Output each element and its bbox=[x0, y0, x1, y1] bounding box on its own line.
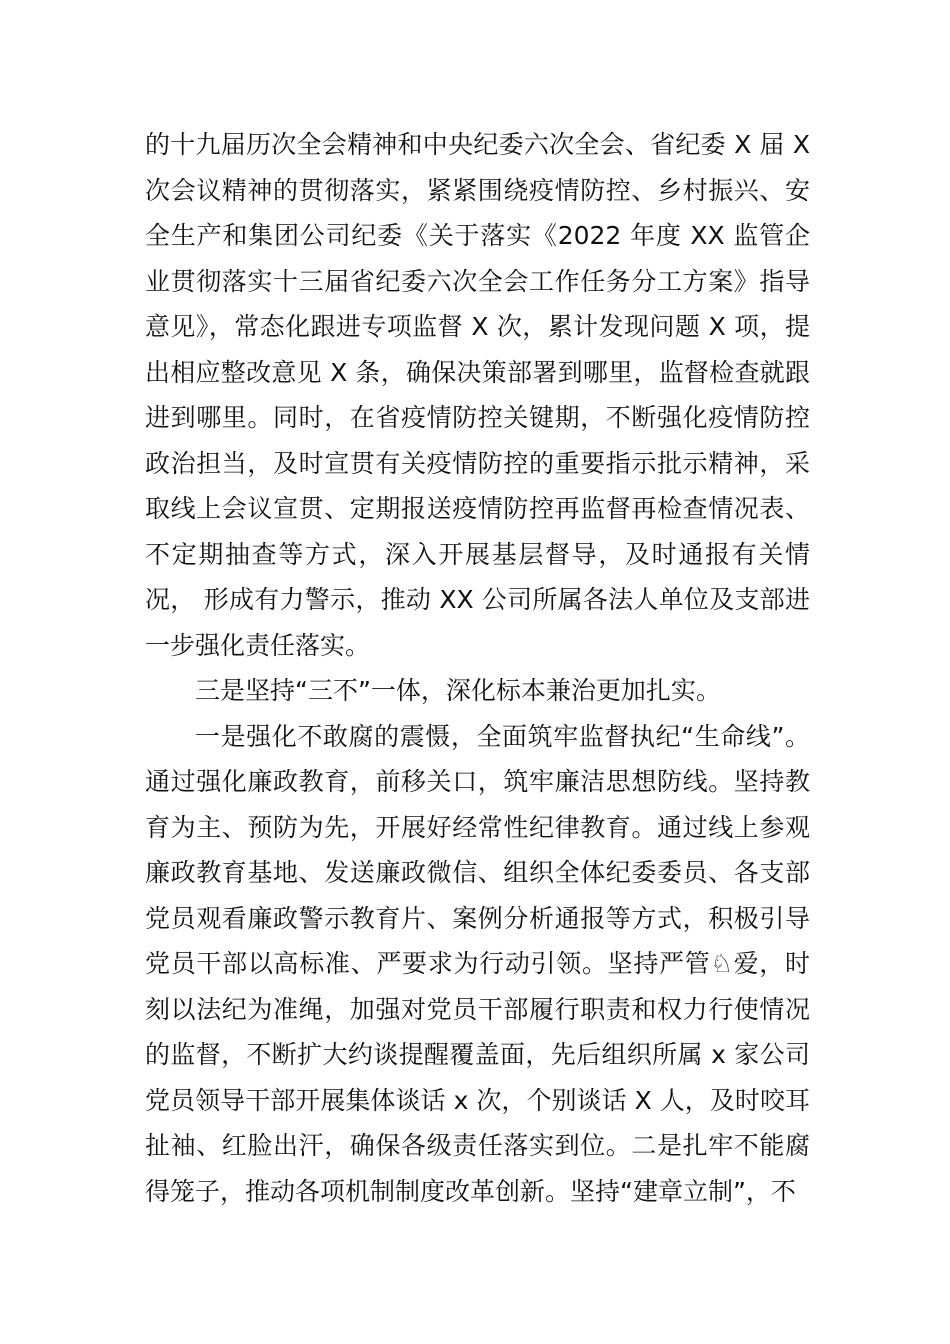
paragraph-body: 一是强化不敢腐的震慑，全面筑牢监督执纪“生命线”。通过强化廉政教育，前移关口，筑牢廉洁思想防线。坚持教育为主、预防为先，开展好经常性纪律教育。通过线上参观廉政教育基地、发送廉政微信、组织全体纪委委员、各支部党员观看廉政警示教育片、案例分析通报等方式，积极引导党员干部以高标准、严要求为行动引领。坚持严管♘爱，时刻以法纪为准绳，加强对党员干部履行职责和权力行使情况的监督，不断扩大约谈提醒覆盖面，先后组织所属 x 家公司党员领导干部开展集体谈话 x 次，个别谈话 X 人，及时咬耳扯袖、红脸出汗，确保各级责任落实到位。二是扎牢不能腐得笼子，推动各项机制制度改革创新。坚持“建章立制”，不 bbox=[145, 721, 810, 1206]
paragraph-heading-three: 三是坚持“三不”一体，深化标本兼治更加扎实。 bbox=[195, 676, 721, 705]
paragraph-continued: 的十九届历次全会精神和中央纪委六次全会、省纪委 X 届 X 次会议精神的贯彻落实，紧紧围绕疫情防控、乡村振兴、安全生产和集团公司纪委《关于落实《2022 年度 XX 监管企业贯彻落实十三届省纪委六次全会工作任务分工方案》指导意见》，常态化跟进专项监督 X 次，累计发现问题 X 项，提出相应整改意见 X 条，确保决策部署到哪里，监督检查就跟进到哪里。同时，在省疫情防控关键期，不断强化疫情防控政治担当，及时宣贯有关疫情防控的重要指示批示精神，采取线上会议宣贯、定期报送疫情防控再监督再检查情况表、不定期抽查等方式，深入开展基层督导，及时通报有关情况， 形成有力警示，推动 XX 公司所属各法人单位及支部进一步强化责任落实。 bbox=[145, 130, 810, 660]
document-body bbox=[145, 122, 810, 1214]
